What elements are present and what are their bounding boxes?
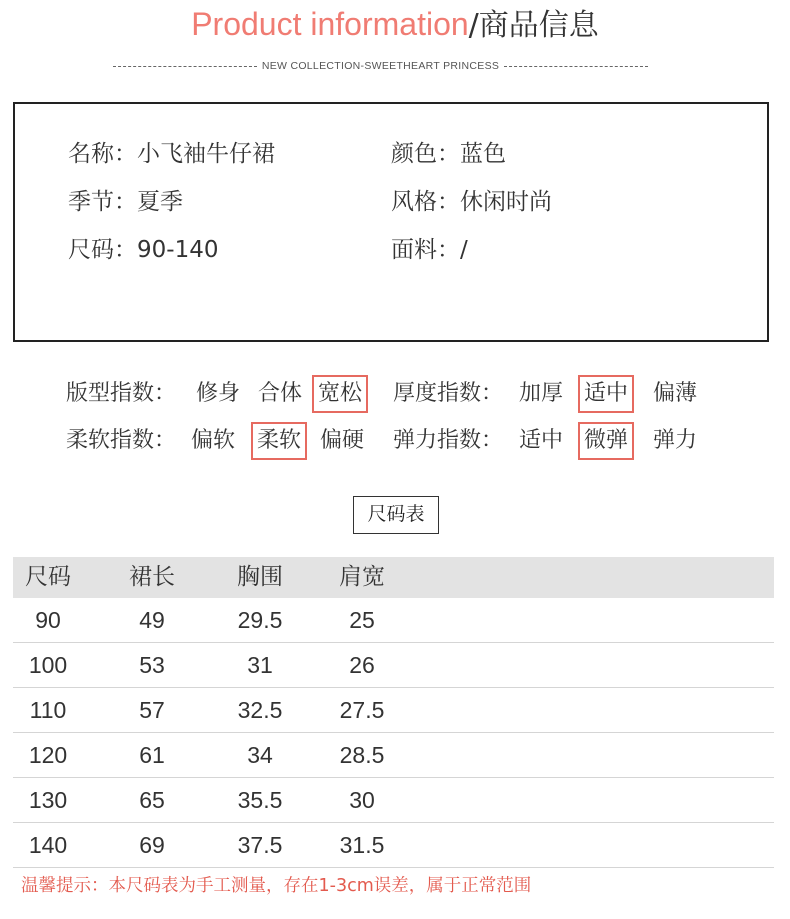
cell-chest: 32.5 (237, 697, 283, 723)
table-row (13, 778, 774, 823)
info-name: 名称：小飞袖牛仔裙 (68, 141, 275, 167)
cell-skirt-length: 57 (139, 697, 165, 723)
cell-size: 120 (28, 742, 68, 768)
title-chinese: /商品信息 (468, 8, 599, 43)
info-style: 风格：休闲时尚 (391, 189, 552, 215)
elasticity-option-stretch: 弹力 (653, 428, 698, 453)
info-season: 季节：夏季 (68, 189, 183, 215)
thickness-index-label: 厚度指数： (393, 381, 504, 406)
cell-chest: 34 (247, 742, 273, 768)
size-chart-label: 尺码表 (353, 496, 439, 534)
cell-shoulder: 28.5 (339, 742, 385, 768)
header-skirt-length: 裙长 (129, 564, 175, 590)
softness-option-supple-selected: 柔软 (251, 422, 307, 460)
header-size: 尺码 (25, 564, 71, 590)
cell-size: 130 (28, 787, 68, 813)
title-english: Product information (191, 6, 469, 42)
cell-chest: 31 (247, 652, 273, 678)
cell-size: 140 (28, 832, 68, 858)
info-color: 颜色：蓝色 (391, 141, 506, 167)
thickness-option-thin: 偏薄 (653, 381, 698, 406)
dashed-line-right (504, 66, 648, 67)
cell-size: 100 (28, 652, 68, 678)
cell-skirt-length: 53 (139, 652, 165, 678)
cell-size: 110 (29, 697, 67, 723)
size-table (13, 557, 774, 868)
cell-shoulder: 26 (349, 652, 375, 678)
elasticity-index-label: 弹力指数： (393, 428, 504, 453)
cell-shoulder: 30 (349, 787, 375, 813)
cell-chest: 29.5 (237, 607, 283, 633)
subtitle-divider (113, 58, 648, 74)
fit-option-slim: 修身 (196, 381, 241, 406)
info-fabric: 面料：/ (391, 237, 468, 263)
page-title (0, 4, 790, 46)
softness-index-label: 柔软指数： (66, 428, 177, 453)
cell-chest: 37.5 (237, 832, 283, 858)
subtitle-text: NEW COLLECTION-SWEETHEART PRINCESS (261, 60, 500, 72)
cell-chest: 35.5 (237, 787, 283, 813)
cell-shoulder: 27.5 (339, 697, 385, 723)
thickness-option-medium-selected: 适中 (578, 375, 634, 413)
cell-shoulder: 31.5 (339, 832, 385, 858)
measurement-note: 温馨提示：本尺码表为手工测量，存在1-3cm误差，属于正常范围 (21, 876, 532, 896)
cell-skirt-length: 65 (139, 787, 165, 813)
thickness-option-thick: 加厚 (519, 381, 564, 406)
header-chest: 胸围 (237, 564, 283, 590)
info-size: 尺码：90-140 (68, 237, 219, 263)
cell-skirt-length: 61 (139, 742, 165, 768)
header-shoulder: 肩宽 (339, 564, 385, 590)
table-row (13, 598, 774, 643)
index-row-softness-elasticity (0, 426, 790, 456)
product-info-box (13, 102, 769, 342)
table-row (13, 823, 774, 868)
table-row (13, 733, 774, 778)
softness-option-soft: 偏软 (191, 428, 236, 453)
table-row (13, 688, 774, 733)
dashed-line-left (113, 66, 257, 67)
elasticity-option-medium: 适中 (519, 428, 564, 453)
table-row (13, 643, 774, 688)
cell-skirt-length: 69 (139, 832, 165, 858)
softness-option-hard: 偏硬 (320, 428, 365, 453)
fit-option-regular: 合体 (258, 381, 303, 406)
cell-shoulder: 25 (349, 607, 375, 633)
fit-option-loose-selected: 宽松 (312, 375, 368, 413)
index-row-fit-thickness (0, 379, 790, 409)
elasticity-option-slight-selected: 微弹 (578, 422, 634, 460)
fit-index-label: 版型指数： (66, 381, 177, 406)
cell-size: 90 (35, 607, 61, 633)
cell-skirt-length: 49 (139, 607, 165, 633)
table-header (13, 557, 774, 598)
